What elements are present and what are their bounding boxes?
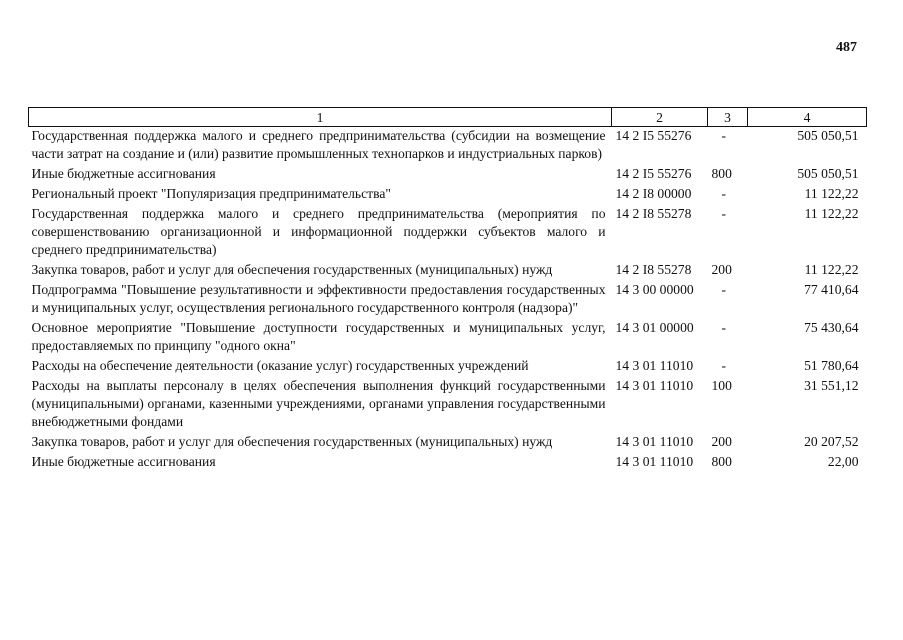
row-code: 14 2 I8 55278 [615, 262, 692, 277]
row-name: Государственная поддержка малого и среднего предпринимательства (субсидии на возмещение части затрат на создание и (или) развитие промышленных технопарков и индустриальных парков) [31, 128, 606, 161]
row-code: 14 3 00 00000 [615, 282, 694, 297]
table-row [29, 185, 867, 205]
row-amount: 505 050,51 [797, 166, 859, 181]
row-type: - [721, 358, 727, 373]
row-amount: 51 780,64 [804, 358, 859, 373]
row-amount: 31 551,12 [804, 378, 859, 393]
header-col-2: 2 [612, 108, 708, 127]
row-code: 14 3 01 00000 [615, 320, 694, 335]
table-row [29, 453, 867, 473]
row-amount: 11 122,22 [804, 262, 859, 277]
page-number: 487 [836, 40, 857, 55]
table-row [29, 261, 867, 281]
row-amount: 22,00 [827, 454, 859, 469]
row-amount: 77 410,64 [804, 282, 859, 297]
row-name: Основное мероприятие "Повышение доступности государственных и муниципальных услуг, предоставляемых по принципу "одного окна" [31, 320, 606, 353]
row-type: - [721, 128, 727, 143]
row-name: Иные бюджетные ассигнования [31, 166, 216, 181]
row-type: 800 [711, 166, 732, 181]
table-row [29, 433, 867, 453]
row-code: 14 3 01 11010 [615, 358, 694, 373]
row-name: Иные бюджетные ассигнования [31, 454, 216, 469]
row-type: - [721, 186, 727, 201]
row-name: Расходы на выплаты персоналу в целях обеспечения выполнения функций государственными (муниципальными) органами, казенными учреждениями, органами управления государственными внебюджетными фондами [31, 378, 606, 429]
row-code: 14 2 I8 00000 [615, 186, 692, 201]
row-code: 14 2 I5 55276 [615, 166, 692, 181]
row-type: - [721, 206, 727, 221]
table-row [29, 377, 867, 433]
row-code: 14 3 01 11010 [615, 378, 694, 393]
header-row [29, 108, 867, 127]
row-name: Расходы на обеспечение деятельности (оказание услуг) государственных учреждений [31, 358, 529, 373]
row-name: Государственная поддержка малого и среднего предпринимательства (мероприятия по совершенствованию организационной и информационной поддержки субъектов малого и среднего предпринимательства) [31, 206, 606, 257]
row-code: 14 2 I5 55276 [615, 128, 692, 143]
table-row [29, 205, 867, 261]
row-type: 100 [711, 378, 732, 393]
table-row [29, 319, 867, 357]
row-type: 200 [711, 434, 732, 449]
row-type: 800 [711, 454, 732, 469]
header-col-3: 3 [708, 108, 748, 127]
table-row [29, 281, 867, 319]
row-amount: 11 122,22 [804, 186, 859, 201]
row-type: - [721, 282, 727, 297]
row-name: Закупка товаров, работ и услуг для обеспечения государственных (муниципальных) нужд [31, 434, 553, 449]
row-code: 14 3 01 11010 [615, 434, 694, 449]
row-code: 14 3 01 11010 [615, 454, 694, 469]
row-type: 200 [711, 262, 732, 277]
row-name: Региональный проект "Популяризация предпринимательства" [31, 186, 391, 201]
table-row [29, 165, 867, 185]
table-header [29, 108, 867, 127]
row-type: - [721, 320, 727, 335]
row-amount: 20 207,52 [804, 434, 859, 449]
header-col-1: 1 [29, 108, 612, 127]
table-row [29, 127, 867, 166]
table-body [29, 127, 867, 474]
table-row [29, 357, 867, 377]
row-code: 14 2 I8 55278 [615, 206, 692, 221]
row-name: Закупка товаров, работ и услуг для обеспечения государственных (муниципальных) нужд [31, 262, 553, 277]
header-col-4: 4 [748, 108, 867, 127]
budget-table [28, 107, 867, 473]
row-amount: 11 122,22 [804, 206, 859, 221]
row-amount: 75 430,64 [804, 320, 859, 335]
row-amount: 505 050,51 [797, 128, 859, 143]
row-name: Подпрограмма "Повышение результативности и эффективности предоставления государственных и муниципальных услуг, осуществления регионального государственного контроля (надзора)" [31, 282, 606, 315]
